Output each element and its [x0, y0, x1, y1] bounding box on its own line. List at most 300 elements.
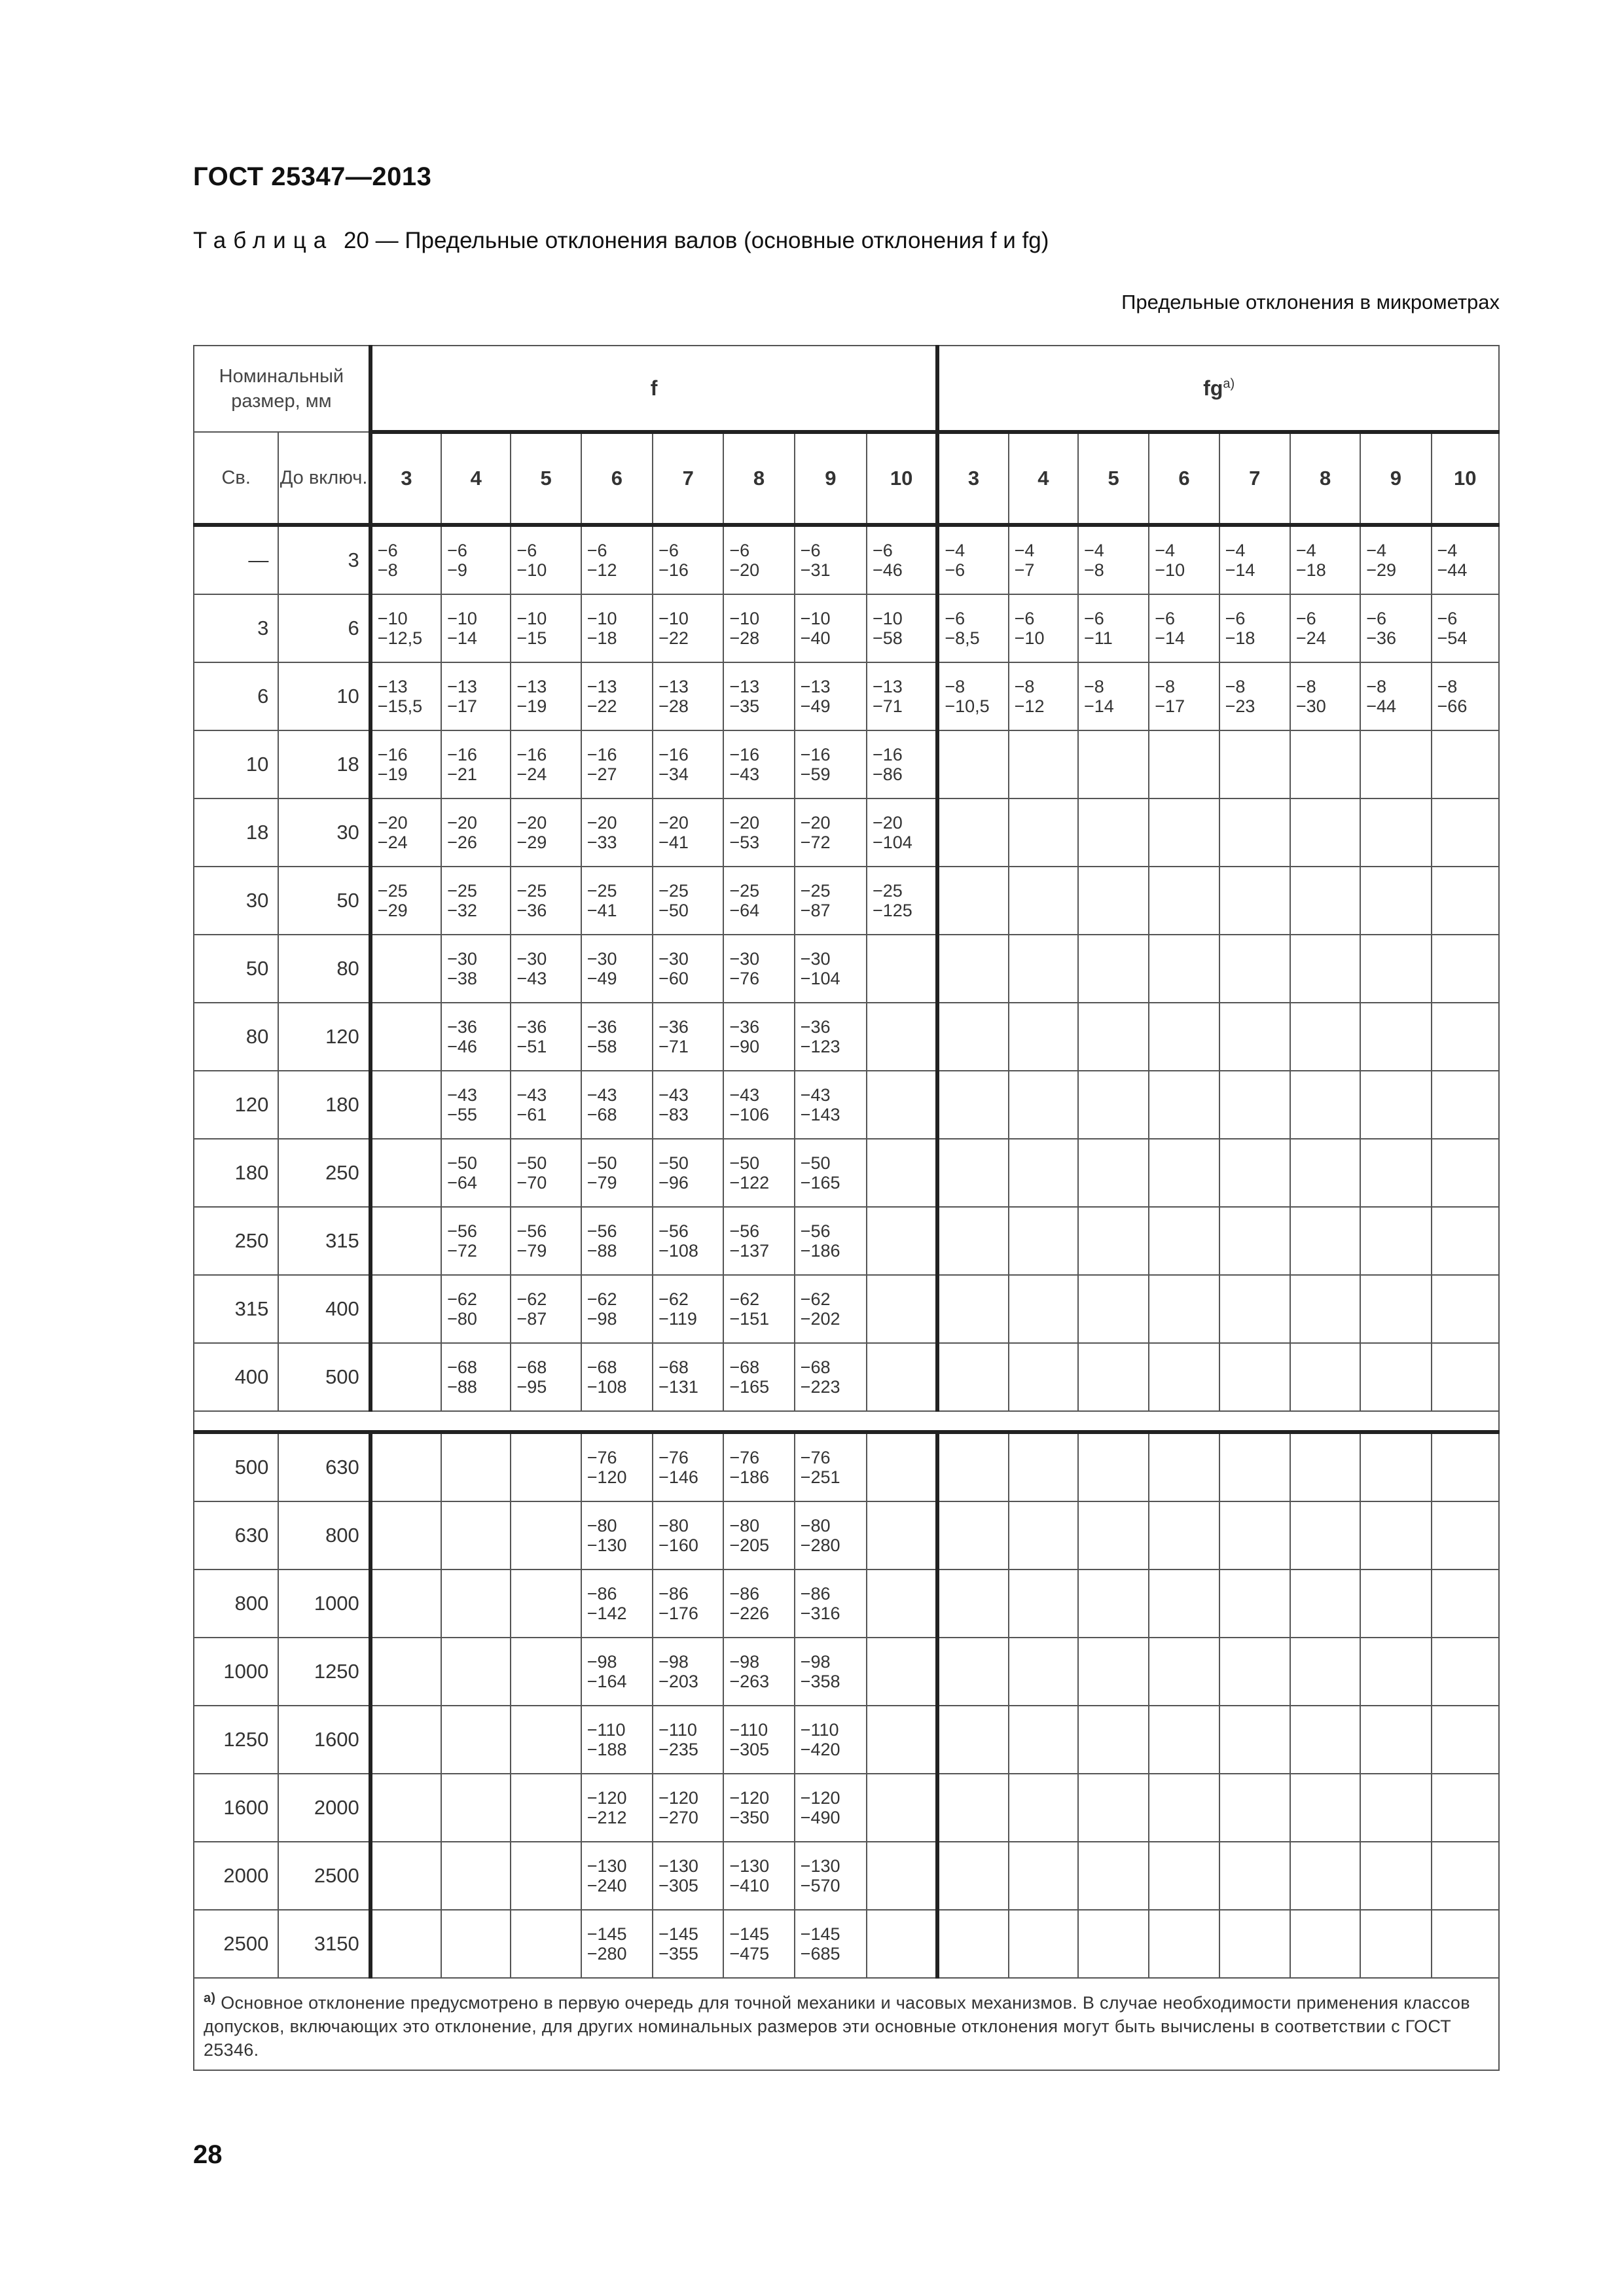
deviation-cell-f: [370, 1207, 441, 1275]
deviation-cell-f: [581, 1501, 653, 1570]
deviation-cell-fg: [1078, 1706, 1149, 1774]
upper-deviation: −62: [729, 1289, 760, 1309]
upper-deviation: −20: [659, 813, 689, 833]
upper-deviation: −50: [586, 1153, 617, 1173]
upper-deviation: −43: [516, 1085, 547, 1105]
size-from-cell: 80: [194, 1003, 278, 1071]
lower-deviation: −31: [800, 560, 831, 580]
upper-deviation: −16: [377, 745, 408, 764]
deviation-cell-f: [370, 525, 441, 594]
upper-deviation: −6: [1225, 609, 1246, 628]
lower-deviation: −44: [1437, 560, 1468, 580]
lower-deviation: −104: [873, 833, 912, 852]
deviation-cell-f: [653, 730, 723, 798]
deviation-cell-f: [581, 662, 653, 730]
deviation-cell-fg: [1219, 798, 1290, 867]
deviation-cell-fg: [1290, 730, 1360, 798]
lower-deviation: −44: [1366, 696, 1397, 716]
deviation-cell-fg: [1219, 594, 1290, 662]
size-from-cell: 10: [194, 730, 278, 798]
deviation-cell-fg: [1219, 1638, 1290, 1706]
deviation-cell-fg: [1432, 1706, 1499, 1774]
lower-deviation: −212: [586, 1808, 627, 1827]
deviation-cell-f: [511, 594, 581, 662]
lower-deviation: −18: [586, 628, 617, 648]
deviation-cell-fg: [1432, 867, 1499, 935]
upper-deviation: −62: [659, 1289, 689, 1309]
size-from-cell: 50: [194, 935, 278, 1003]
deviation-cell-fg: [1078, 1139, 1149, 1207]
deviation-cell-f: [867, 1003, 937, 1071]
deviation-cell-f: [370, 1910, 441, 1978]
lower-deviation: −270: [659, 1808, 698, 1827]
lower-deviation: −49: [800, 696, 831, 716]
upper-deviation: −68: [586, 1357, 617, 1377]
upper-deviation: −86: [800, 1584, 831, 1604]
upper-deviation: −4: [945, 541, 965, 560]
deviation-cell-f: [795, 1139, 867, 1207]
upper-deviation: −4: [1014, 541, 1035, 560]
deviation-cell-f: [511, 1501, 581, 1570]
deviation-cell-f: [511, 1570, 581, 1638]
deviation-cell-f: [511, 1275, 581, 1343]
upper-deviation: −120: [659, 1788, 698, 1808]
deviation-cell-f: [867, 1842, 937, 1910]
deviation-cell-f: [370, 1638, 441, 1706]
lower-deviation: −60: [659, 969, 689, 988]
upper-deviation: −56: [659, 1221, 689, 1241]
deviation-cell-f: [867, 1275, 937, 1343]
deviation-cell-f: [723, 1501, 794, 1570]
grade-header-f: 9: [795, 432, 867, 525]
deviation-cell-fg: [1360, 1343, 1431, 1411]
deviation-cell-f: [581, 1842, 653, 1910]
deviation-cell-f: [441, 730, 511, 798]
upper-deviation: −86: [586, 1584, 617, 1604]
lower-deviation: −18: [1295, 560, 1326, 580]
size-from-cell: 180: [194, 1139, 278, 1207]
deviation-cell-f: [867, 1501, 937, 1570]
upper-deviation: −56: [516, 1221, 547, 1241]
deviation-cell-f: [441, 798, 511, 867]
deviation-cell-f: [723, 1570, 794, 1638]
lower-deviation: −8: [1083, 560, 1104, 580]
deviation-cell-fg: [1078, 798, 1149, 867]
upper-deviation: −25: [800, 881, 831, 901]
table-row: [194, 1343, 1499, 1411]
lower-deviation: −119: [659, 1309, 697, 1329]
deviation-cell-fg: [1290, 867, 1360, 935]
deviation-cell-fg: [1149, 1501, 1219, 1570]
deviation-cell-fg: [1432, 935, 1499, 1003]
deviation-cell-f: [370, 730, 441, 798]
lower-deviation: −186: [800, 1241, 840, 1261]
lower-deviation: −36: [516, 901, 547, 920]
table-body: [194, 525, 1499, 1978]
deviation-cell-fg: [937, 1139, 1008, 1207]
size-from-cell: 1600: [194, 1774, 278, 1842]
deviation-cell-fg: [1290, 1774, 1360, 1842]
group-header-f: [370, 346, 938, 432]
upper-deviation: −56: [729, 1221, 760, 1241]
deviation-cell-f: [867, 867, 937, 935]
size-to-cell: 630: [278, 1432, 370, 1501]
deviation-cell-fg: [1078, 730, 1149, 798]
upper-deviation: −10: [586, 609, 617, 628]
size-from-cell: 630: [194, 1501, 278, 1570]
upper-deviation: −80: [800, 1516, 831, 1535]
size-to-cell: 180: [278, 1071, 370, 1139]
deviation-cell-f: [511, 1003, 581, 1071]
upper-deviation: −120: [729, 1788, 770, 1808]
table-footnote: [194, 1978, 1499, 2070]
lower-deviation: −24: [377, 833, 408, 852]
group-fg-footnote-mark: a): [1223, 376, 1235, 391]
deviation-cell-fg: [1149, 1071, 1219, 1139]
lower-deviation: −17: [1155, 696, 1185, 716]
deviation-cell-fg: [1360, 1003, 1431, 1071]
lower-deviation: −10,5: [945, 696, 990, 716]
deviation-cell-fg: [1009, 1207, 1078, 1275]
lower-deviation: −355: [659, 1944, 698, 1964]
deviation-cell-f: [511, 867, 581, 935]
table-row: [194, 525, 1499, 594]
deviation-cell-fg: [937, 1343, 1008, 1411]
lower-deviation: −53: [729, 833, 760, 852]
size-from-cell: 6: [194, 662, 278, 730]
upper-deviation: −80: [586, 1516, 617, 1535]
lower-deviation: −32: [447, 901, 477, 920]
lower-deviation: −28: [729, 628, 760, 648]
size-to-cell: 400: [278, 1275, 370, 1343]
deviation-cell-fg: [1360, 1774, 1431, 1842]
deviation-cell-f: [581, 1910, 653, 1978]
lower-deviation: −8,5: [945, 628, 980, 648]
upper-deviation: −30: [659, 949, 689, 969]
upper-deviation: −4: [1295, 541, 1316, 560]
lower-deviation: −280: [586, 1944, 627, 1964]
size-to-cell: 6: [278, 594, 370, 662]
upper-deviation: −6: [729, 541, 750, 560]
deviation-cell-f: [653, 1003, 723, 1071]
deviation-cell-f: [653, 1207, 723, 1275]
deviation-cell-fg: [1149, 1842, 1219, 1910]
upper-deviation: −6: [516, 541, 537, 560]
table-caption-prefix: Таблица: [193, 228, 334, 253]
deviation-cell-fg: [1290, 1638, 1360, 1706]
upper-deviation: −110: [729, 1720, 768, 1740]
deviation-cell-f: [867, 1432, 937, 1501]
lower-deviation: −20: [729, 560, 760, 580]
deviation-cell-fg: [937, 1275, 1008, 1343]
deviation-cell-fg: [1432, 1432, 1499, 1501]
deviation-cell-f: [581, 1432, 653, 1501]
deviation-cell-f: [511, 1432, 581, 1501]
deviation-cell-fg: [1360, 1570, 1431, 1638]
lower-deviation: −10: [1014, 628, 1045, 648]
size-from-cell: 500: [194, 1432, 278, 1501]
lower-deviation: −122: [729, 1173, 770, 1193]
deviation-cell-fg: [1009, 798, 1078, 867]
deviation-cell-fg: [937, 1071, 1008, 1139]
deviation-cell-f: [795, 1343, 867, 1411]
deviation-cell-f: [723, 1910, 794, 1978]
upper-deviation: −13: [516, 677, 547, 696]
upper-deviation: −130: [800, 1856, 840, 1876]
deviation-cell-f: [723, 867, 794, 935]
lower-deviation: −71: [659, 1037, 689, 1056]
lower-deviation: −235: [659, 1740, 698, 1759]
lower-deviation: −29: [1366, 560, 1397, 580]
size-to-cell: 3150: [278, 1910, 370, 1978]
deviation-cell-fg: [1290, 935, 1360, 1003]
upper-deviation: −16: [729, 745, 760, 764]
lower-deviation: −305: [729, 1740, 770, 1759]
lower-deviation: −43: [729, 764, 760, 784]
upper-deviation: −25: [516, 881, 547, 901]
upper-deviation: −80: [659, 1516, 689, 1535]
deviation-cell-fg: [1290, 1003, 1360, 1071]
deviation-cell-fg: [1009, 1910, 1078, 1978]
lower-deviation: −61: [516, 1105, 547, 1124]
lower-deviation: −88: [586, 1241, 617, 1261]
upper-deviation: −6: [447, 541, 467, 560]
deviation-cell-f: [653, 1910, 723, 1978]
upper-deviation: −50: [659, 1153, 689, 1173]
upper-deviation: −43: [729, 1085, 760, 1105]
lower-deviation: −123: [800, 1037, 840, 1056]
deviation-cell-fg: [1360, 1910, 1431, 1978]
upper-deviation: −62: [516, 1289, 547, 1309]
upper-deviation: −4: [1155, 541, 1176, 560]
lower-deviation: −9: [447, 560, 467, 580]
deviation-cell-fg: [1432, 730, 1499, 798]
deviation-cell-fg: [1219, 730, 1290, 798]
lower-deviation: −27: [586, 764, 617, 784]
upper-deviation: −68: [447, 1357, 477, 1377]
upper-deviation: −6: [1083, 609, 1104, 628]
upper-deviation: −20: [873, 813, 903, 833]
deviation-cell-fg: [1009, 594, 1078, 662]
deviation-cell-fg: [1009, 1706, 1078, 1774]
grade-header-fg: 9: [1360, 432, 1431, 525]
upper-deviation: −13: [800, 677, 831, 696]
deviation-cell-fg: [1432, 1638, 1499, 1706]
deviation-cell-fg: [1360, 867, 1431, 935]
upper-deviation: −62: [447, 1289, 477, 1309]
lower-deviation: −15,5: [377, 696, 423, 716]
gap-cell: [194, 1411, 1499, 1432]
lower-deviation: −420: [800, 1740, 840, 1759]
deviation-cell-fg: [1078, 1432, 1149, 1501]
size-from-cell: 2500: [194, 1910, 278, 1978]
upper-deviation: −43: [586, 1085, 617, 1105]
deviation-cell-fg: [1432, 1139, 1499, 1207]
deviation-cell-fg: [1149, 525, 1219, 594]
deviation-cell-f: [795, 798, 867, 867]
lower-deviation: −30: [1295, 696, 1326, 716]
upper-deviation: −8: [1366, 677, 1387, 696]
upper-deviation: −43: [659, 1085, 689, 1105]
deviation-cell-fg: [1290, 1343, 1360, 1411]
deviation-cell-f: [370, 1501, 441, 1570]
upper-deviation: −8: [1155, 677, 1176, 696]
lower-deviation: −11: [1083, 628, 1113, 648]
deviation-cell-fg: [1360, 1139, 1431, 1207]
size-to-cell: 50: [278, 867, 370, 935]
lower-deviation: −108: [586, 1377, 627, 1397]
upper-deviation: −50: [516, 1153, 547, 1173]
grade-header-fg: 7: [1219, 432, 1290, 525]
lower-deviation: −54: [1437, 628, 1468, 648]
from-header: Св.: [194, 432, 278, 525]
lower-deviation: −43: [516, 969, 547, 988]
deviation-cell-fg: [1290, 1842, 1360, 1910]
deviation-cell-f: [581, 1207, 653, 1275]
lower-deviation: −8: [377, 560, 398, 580]
deviation-cell-f: [653, 1343, 723, 1411]
lower-deviation: −33: [586, 833, 617, 852]
deviation-cell-f: [795, 662, 867, 730]
upper-deviation: −13: [586, 677, 617, 696]
grade-header-fg: 10: [1432, 432, 1499, 525]
deviation-cell-fg: [937, 1570, 1008, 1638]
deviation-cell-f: [441, 1570, 511, 1638]
size-from-cell: 315: [194, 1275, 278, 1343]
lower-deviation: −22: [659, 628, 689, 648]
lower-deviation: −26: [447, 833, 477, 852]
deviation-cell-fg: [1290, 525, 1360, 594]
lower-deviation: −226: [729, 1604, 770, 1623]
upper-deviation: −130: [586, 1856, 627, 1876]
deviation-cell-f: [795, 1910, 867, 1978]
deviation-cell-fg: [1432, 525, 1499, 594]
deviation-cell-f: [795, 1706, 867, 1774]
deviation-cell-f: [511, 1910, 581, 1978]
deviation-cell-f: [441, 1842, 511, 1910]
deviation-cell-fg: [1149, 662, 1219, 730]
deviation-cell-fg: [1432, 1275, 1499, 1343]
deviation-cell-f: [370, 798, 441, 867]
upper-deviation: −6: [377, 541, 398, 560]
deviation-cell-f: [441, 1343, 511, 1411]
upper-deviation: −10: [873, 609, 903, 628]
lower-deviation: −35: [729, 696, 760, 716]
upper-deviation: −145: [586, 1924, 627, 1944]
deviation-cell-f: [795, 1774, 867, 1842]
upper-deviation: −16: [586, 745, 617, 764]
upper-deviation: −43: [447, 1085, 477, 1105]
deviation-cell-f: [511, 1638, 581, 1706]
lower-deviation: −55: [447, 1105, 477, 1124]
size-from-cell: 30: [194, 867, 278, 935]
deviation-cell-fg: [1149, 730, 1219, 798]
upper-deviation: −30: [729, 949, 760, 969]
upper-deviation: −25: [377, 881, 408, 901]
deviation-cell-f: [370, 594, 441, 662]
deviation-cell-f: [867, 1774, 937, 1842]
upper-deviation: −98: [729, 1652, 760, 1672]
upper-deviation: −56: [800, 1221, 831, 1241]
upper-deviation: −25: [873, 881, 903, 901]
deviation-cell-fg: [1219, 662, 1290, 730]
size-to-cell: 1250: [278, 1638, 370, 1706]
deviation-cell-f: [867, 935, 937, 1003]
deviation-cell-f: [581, 1071, 653, 1139]
document-header: ГОСТ 25347—2013: [193, 162, 432, 191]
deviation-cell-fg: [1360, 525, 1431, 594]
deviation-cell-f: [653, 1774, 723, 1842]
upper-deviation: −20: [447, 813, 477, 833]
deviation-cell-fg: [1290, 1570, 1360, 1638]
deviation-cell-f: [511, 662, 581, 730]
table-row: [194, 1139, 1499, 1207]
deviation-cell-fg: [1149, 1003, 1219, 1071]
lower-deviation: −68: [586, 1105, 617, 1124]
lower-deviation: −23: [1225, 696, 1255, 716]
lower-deviation: −6: [945, 560, 965, 580]
deviation-cell-f: [511, 1706, 581, 1774]
upper-deviation: −13: [377, 677, 408, 696]
upper-deviation: −62: [586, 1289, 617, 1309]
upper-deviation: −6: [1014, 609, 1035, 628]
deviation-cell-f: [653, 798, 723, 867]
deviation-cell-f: [370, 1343, 441, 1411]
upper-deviation: −20: [800, 813, 831, 833]
lower-deviation: −176: [659, 1604, 698, 1623]
upper-deviation: −62: [800, 1289, 831, 1309]
lower-deviation: −19: [377, 764, 408, 784]
size-from-cell: 120: [194, 1071, 278, 1139]
upper-deviation: −10: [377, 609, 408, 628]
upper-deviation: −13: [447, 677, 477, 696]
upper-deviation: −6: [1366, 609, 1387, 628]
size-from-cell: 1250: [194, 1706, 278, 1774]
deviation-cell-fg: [1219, 525, 1290, 594]
lower-deviation: −223: [800, 1377, 840, 1397]
size-from-cell: 800: [194, 1570, 278, 1638]
deviation-cell-fg: [1078, 594, 1149, 662]
upper-deviation: −30: [447, 949, 477, 969]
deviation-cell-fg: [1149, 1275, 1219, 1343]
lower-deviation: −58: [586, 1037, 617, 1056]
lower-deviation: −19: [516, 696, 547, 716]
deviation-cell-f: [441, 1432, 511, 1501]
deviation-cell-fg: [1009, 1139, 1078, 1207]
deviation-cell-f: [511, 1774, 581, 1842]
size-to-cell: 1600: [278, 1706, 370, 1774]
lower-deviation: −240: [586, 1876, 627, 1895]
deviation-cell-fg: [1290, 1706, 1360, 1774]
upper-deviation: −16: [659, 745, 689, 764]
deviation-cell-fg: [1360, 935, 1431, 1003]
upper-deviation: −8: [1295, 677, 1316, 696]
deviation-cell-f: [867, 1071, 937, 1139]
upper-deviation: −56: [447, 1221, 477, 1241]
upper-deviation: −16: [800, 745, 831, 764]
lower-deviation: −203: [659, 1672, 698, 1691]
grade-header-f: 4: [441, 432, 511, 525]
size-from-cell: 1000: [194, 1638, 278, 1706]
deviation-cell-fg: [1009, 1638, 1078, 1706]
lower-deviation: −79: [516, 1241, 547, 1261]
upper-deviation: −8: [945, 677, 965, 696]
deviation-cell-fg: [1360, 1207, 1431, 1275]
deviation-cell-fg: [1290, 594, 1360, 662]
deviation-cell-fg: [1432, 1343, 1499, 1411]
lower-deviation: −12,5: [377, 628, 423, 648]
deviation-cell-fg: [1149, 798, 1219, 867]
